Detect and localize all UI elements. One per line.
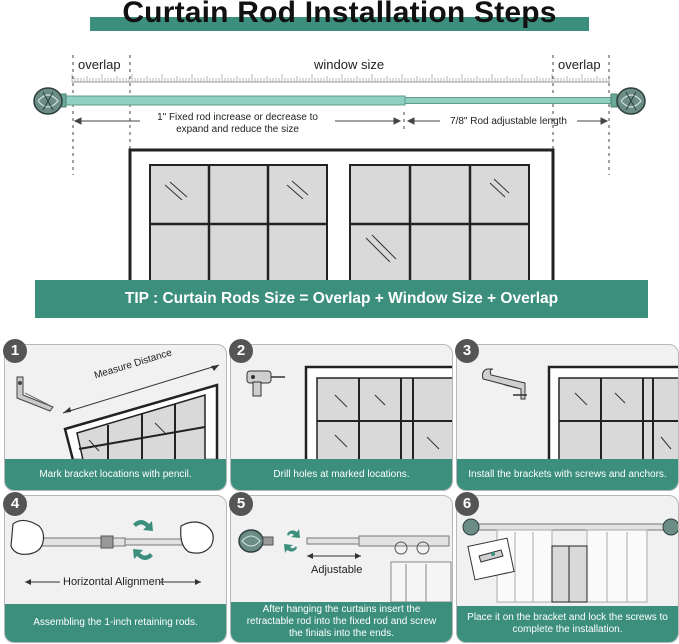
step-panel-5 [230,495,453,643]
drill-icon [247,371,285,396]
rotate-arrow-icon [284,529,300,553]
ruler [72,74,610,82]
overlap-left-label: overlap [78,57,121,72]
window-illustration [130,150,553,280]
adjustable-label: Adjustable [311,564,363,576]
step-caption-1: Mark bracket locations with pencil. [5,459,226,490]
step-panel-6 [456,495,679,643]
step-caption-4: Assembling the 1-inch retaining rods. [5,604,226,642]
step-panel-4 [4,495,227,643]
window-frame-skewed [65,385,217,460]
page-title: Curtain Rod Installation Steps [122,0,557,29]
fixed-rod-note-line1: 1" Fixed rod increase or decrease to [157,112,318,123]
window-frame [306,367,452,468]
step-caption-5: After hanging the curtains insert the retractable rod into the fixed rod and screw the finials into the ends. [231,602,452,642]
finial-icon [239,530,263,552]
bracket-icon [17,377,53,411]
step-caption-6: Place it on the bracket and lock the screws to complete the installation. [457,606,678,642]
curtain-illustration [391,542,451,602]
step-caption-3: Install the brackets with screws and anchors. [457,459,678,490]
fixed-rod-note-line2: expand and reduce the size [176,124,299,135]
rod-diagram [0,0,679,280]
step-number-6: 6 [455,492,479,516]
window-frame [552,546,587,602]
window-size-label: window size [314,57,385,72]
step-caption-2: Drill holes at marked locations. [231,459,452,490]
step-panel-1 [4,344,227,491]
curtain-rod [60,94,617,107]
bracket-icon [483,369,528,399]
window-frame [549,367,678,468]
measure-distance-label: Measure Distance [93,347,174,382]
step-number-3: 3 [455,339,479,363]
step-number-5: 5 [229,492,253,516]
step-number-1: 1 [3,339,27,363]
adjustable-arrow [307,553,361,559]
overlap-right-label: overlap [558,57,601,72]
finial-icon [617,88,645,114]
step-number-4: 4 [3,492,27,516]
step-number-2: 2 [229,339,253,363]
step-panel-2 [230,344,453,491]
fixed-rod-note [140,112,335,136]
adjustable-length-note: 7/8" Rod adjustable length [450,116,567,127]
retaining-rod [25,536,205,548]
tip-banner: TIP : Curtain Rods Size = Overlap + Window Size + Overlap [35,280,648,318]
horizontal-alignment-label: Horizontal Alignment [63,576,164,588]
finial-icon [34,88,62,114]
step-panel-3 [456,344,679,491]
